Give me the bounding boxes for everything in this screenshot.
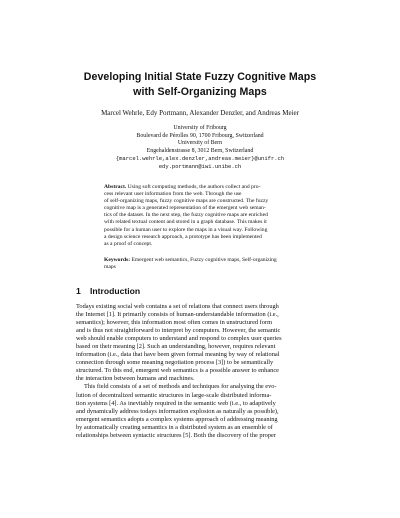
paragraph-2-line-6: by automatically creating semantics in a distributed system as an ensemble of <box>76 423 273 431</box>
abstract-line-1 <box>104 184 297 191</box>
keywords-block <box>104 257 297 271</box>
paragraph-1-line-7: information (i.e., data that have been given formal meaning by way of relational <box>76 351 280 359</box>
section-heading <box>76 286 140 296</box>
keywords-line-2: maps <box>104 264 116 271</box>
title-line-1: Developing Initial State Fuzzy Cognitive Maps <box>83 71 317 83</box>
section-number: 1 <box>76 286 81 296</box>
paragraph-2-line-1: This field consists of a set of methods and techniques for analysing the evo- <box>84 383 277 391</box>
email-line-1: {marcel.wehrle,alex.denzler,andreas.meier}@unifr.ch <box>115 155 285 162</box>
paragraph-1-line-5: web should enable computers to understand and respond to complex user queries <box>76 335 282 343</box>
paragraph-2-line-4: and dynamically address todays information explosion as naturally as possible), <box>76 407 279 415</box>
abstract-block <box>104 184 297 248</box>
email-line-2: edy.portmann@iwi.unibe.ch <box>158 162 242 170</box>
abstract-line-7: possible for a human user to explore the maps in a visual way. Following <box>104 226 268 233</box>
abstract-line-3: of self-organizing maps, fuzzy cognitive maps are constructed. The fuzzy <box>104 198 269 205</box>
paragraph-1-line-10: the interaction between humans and machines. <box>76 375 195 383</box>
paragraph-2-line-7: relationships between syntactic structures [5]. Both the discovery of the proper <box>76 431 276 439</box>
abstract-line-8: a design science research approach, a prototype has been implemented <box>104 233 262 240</box>
paragraph-1-line-4: and is thus not straightforward to interpret by computers. However, the semantic <box>76 327 281 335</box>
abstract-label: Abstract. <box>104 184 127 190</box>
paragraph-2-line-5: emergent semantics adopts a complex systems approach of addressing meaning <box>76 415 278 423</box>
keywords-line-1 <box>104 257 297 264</box>
affiliation-line-4: Engehaldenstrasse 8, 3012 Bern, Switzerland <box>146 147 254 154</box>
abstract-text-1: Using soft computing methods, the authors collect and pro- <box>127 184 261 190</box>
paragraph-1-line-9: structured. To this end, emergent web semantics is a possible answer to enhance <box>76 367 279 375</box>
abstract-line-5: tics of the dataset. In the next step, the fuzzy cognitive maps are enriched <box>104 212 268 219</box>
affiliation-block <box>60 125 340 170</box>
paragraph-2-line-3: tion systems [4]. As inevitably required in the semantic web (i.e., to adaptively <box>76 399 276 407</box>
paragraph-1-line-1: Todays existing social web contains a set of relations that connect users through <box>76 303 279 310</box>
keywords-label: Keywords: <box>104 257 131 263</box>
paragraph-1-line-2: the Internet [1]. It primarily consists of human-understandable information (i.e., <box>76 311 279 319</box>
abstract-line-2: cess relevant user information from the web. Through the use <box>104 191 242 198</box>
paragraph-1-line-8: connection through some meaning negotiation process [3]) to be semantically <box>76 359 274 367</box>
author-list: Marcel Wehrle, Edy Portmann, Alexander Denzler, and Andreas Meier <box>101 109 299 117</box>
section-body <box>76 303 326 440</box>
keywords-text-1: Emergent web semantics, Fuzzy cognitive maps, Self-organizing <box>131 257 277 263</box>
section-title: Introduction <box>90 286 141 296</box>
abstract-line-9: as a proof of concept. <box>104 240 153 247</box>
paragraph-1-line-6: based on their meaning [2]. Such an understanding, however, requires relevant <box>76 343 276 351</box>
title-line-2: with Self-Organizing Maps <box>133 85 267 98</box>
paper-title <box>60 70 340 99</box>
abstract-line-6: with related textual content and stored in a graph database. This makes it <box>104 219 267 226</box>
paragraph-1-line-3: semantics); however, this information most often comes in unstructured form <box>76 319 273 327</box>
affiliation-line-3: University of Bern <box>177 140 223 146</box>
paragraph-2-line-2: lution of decentralized semantic structures in large-scale distributed informa- <box>76 391 272 399</box>
abstract-line-4: cognitive map is a generated representation of the emergent web seman- <box>104 205 266 212</box>
affiliation-line-2: Boulevard de Pérolles 90, 1700 Fribourg, Switzerland <box>136 132 264 139</box>
affiliation-line-1: University of Fribourg <box>173 125 227 131</box>
